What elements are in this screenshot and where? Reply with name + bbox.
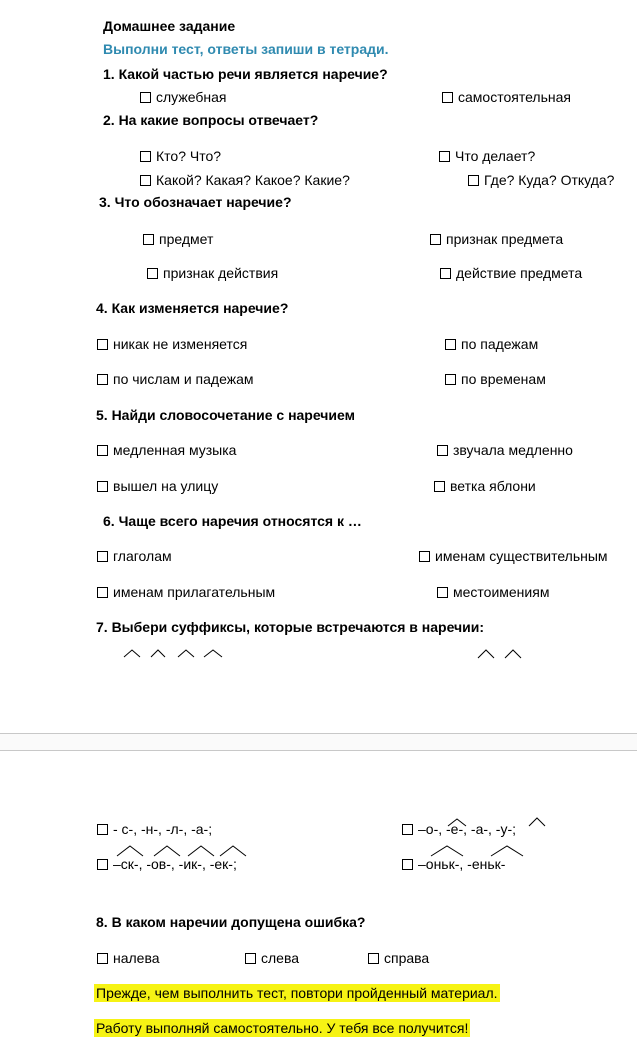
q3-option-1[interactable]: предмет (143, 231, 213, 247)
footer-note-1: Прежде, чем выполнить тест, повтори пройденный материал. (96, 985, 498, 1001)
q2-option-2[interactable]: Что делает? (439, 148, 535, 164)
q8-option-2[interactable]: слева (245, 950, 299, 966)
question-7: 7. Выбери суффиксы, которые встречаются в наречии: (96, 619, 485, 635)
q2-option-3[interactable]: Какой? Какая? Какое? Какие? (140, 172, 350, 188)
footer-note-2: Работу выполняй самостоятельно. У тебя все получится! (96, 1020, 469, 1036)
q4-option-1[interactable]: никак не изменяется (97, 336, 247, 352)
suffix-mark (220, 846, 246, 856)
q5-option-4[interactable]: ветка яблони (434, 478, 536, 494)
q4-option-4[interactable]: по временам (445, 371, 546, 387)
q6-option-4[interactable]: местоимениям (437, 584, 549, 600)
checkbox[interactable] (402, 859, 413, 870)
q6-option-3[interactable]: именам прилагательным (97, 584, 275, 600)
checkbox[interactable] (97, 859, 108, 870)
suffix-mark (124, 650, 140, 657)
q3-option-2[interactable]: признак предмета (430, 231, 563, 247)
checkbox[interactable] (97, 824, 108, 835)
instruction: Выполни тест, ответы запиши в тетради. (103, 41, 389, 57)
checkbox[interactable] (368, 953, 379, 964)
checkbox[interactable] (97, 953, 108, 964)
checkbox[interactable] (245, 953, 256, 964)
q2-option-1[interactable]: Кто? Что? (140, 148, 221, 164)
q1-option-2[interactable]: самостоятельная (442, 89, 571, 105)
q3-option-3[interactable]: признак действия (147, 265, 278, 281)
suffix-mark (529, 818, 545, 826)
question-8: 8. В каком наречии допущена ошибка? (96, 914, 366, 930)
suffix-mark (117, 846, 143, 856)
q5-option-3[interactable]: вышел на улицу (97, 478, 218, 494)
q6-option-1[interactable]: глаголам (97, 548, 172, 564)
question-1: 1. Какой частью речи является наречие? (103, 66, 388, 82)
suffix-mark (188, 846, 214, 856)
question-3: 3. Что обозначает наречие? (99, 194, 292, 210)
q6-option-2[interactable]: именам существительным (419, 548, 608, 564)
q2-option-4[interactable]: Где? Куда? Откуда? (468, 172, 614, 188)
suffix-mark (151, 650, 165, 657)
suffix-mark (491, 846, 523, 856)
page-title: Домашнее задание (103, 18, 236, 34)
q7-option-1[interactable]: - с-, -н-, -л-, -а-; (97, 821, 212, 837)
question-4: 4. Как изменяется наречие? (96, 300, 289, 316)
q3-option-4[interactable]: действие предмета (440, 265, 582, 281)
suffix-mark (204, 650, 222, 657)
q5-option-2[interactable]: звучала медленно (437, 442, 573, 458)
suffix-mark (431, 846, 463, 856)
q8-option-1[interactable]: налева (97, 950, 160, 966)
question-5: 5. Найди словосочетание с наречием (96, 407, 355, 423)
q7-option-4[interactable]: –оньк-, -еньк- (402, 856, 505, 872)
checkbox[interactable] (402, 824, 413, 835)
q1-option-1[interactable]: служебная (140, 89, 226, 105)
page-break (0, 733, 637, 751)
suffix-mark (505, 650, 521, 658)
q7-option-2[interactable]: –о-, -е-, -а-, -у-; (402, 821, 516, 837)
question-2: 2. На какие вопросы отвечает? (103, 112, 319, 128)
q4-option-3[interactable]: по числам и падежам (97, 371, 254, 387)
q5-option-1[interactable]: медленная музыка (97, 442, 236, 458)
suffix-mark (478, 650, 494, 658)
suffix-mark (178, 650, 194, 657)
q7-option-3[interactable]: –ск-, -ов-, -ик-, -ек-; (97, 856, 237, 872)
suffix-mark (154, 846, 180, 856)
q8-option-3[interactable]: справа (368, 950, 429, 966)
q4-option-2[interactable]: по падежам (445, 336, 538, 352)
question-6: 6. Чаще всего наречия относятся к … (103, 513, 362, 529)
